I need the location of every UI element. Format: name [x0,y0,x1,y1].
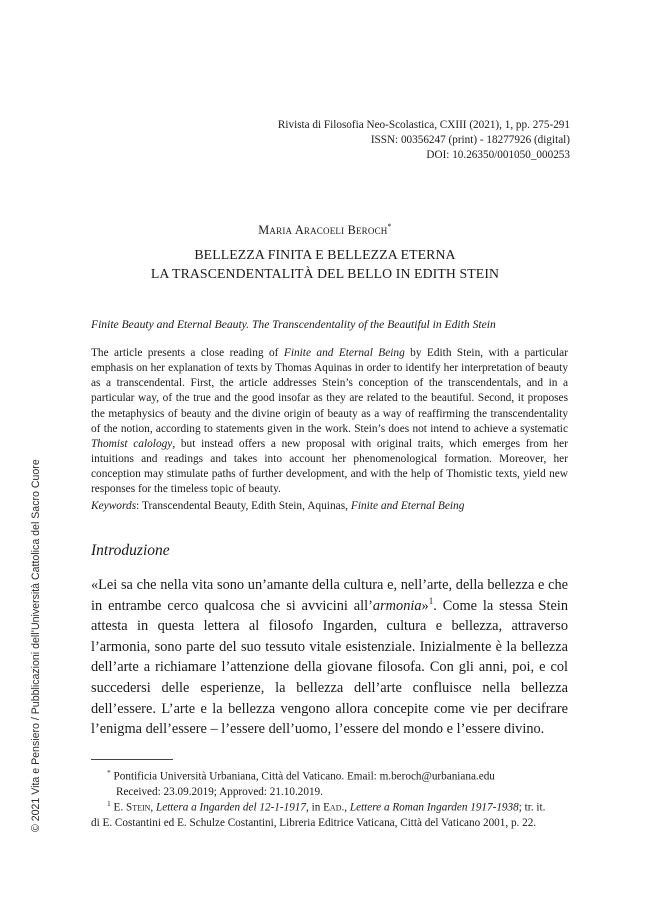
footnote-1-text-d: , [344,801,350,814]
article-title-line1: BELLEZZA FINITA E BELLEZZA ETERNA [194,247,456,262]
author-name-text: Maria Aracoeli Beroch [258,223,388,238]
english-title: Finite Beauty and Eternal Beauty. The Transcendentality of the Beautiful in Edith Stein [91,318,496,331]
footnote-affiliation-marker: * [107,768,111,777]
footnote-1-text-c: , in [306,801,324,814]
abstract [91,346,568,498]
footnote-1-text-a: E. [113,801,126,814]
keywords-label: Keywords [91,500,137,512]
keywords-list: : Transcendental Beauty, Edith Stein, Aquinas, [136,500,351,512]
body-text-1: «Lei sa che nella vita sono un’amante della cultura e, nell’arte, della bellezza e che in entrambe cerco qualcosa che si avvicini all’ [91,577,568,614]
footnote-1-marker: 1 [107,799,111,808]
author-footnote-marker: * [387,222,392,231]
journal-line-issn: ISSN: 00356247 (print) - 18277926 (digital) [370,134,570,147]
footnote-affiliation-text: Pontificia Università Urbaniana, Città del Vaticano. Email: m.beroch@urbaniana.edu [113,770,495,783]
abstract-italic-2: Thomist calology [91,437,173,450]
author-name [0,222,650,238]
journal-citation [150,118,570,164]
copyright-sidebar: © 2021 Vita e Pensiero / Pubblicazioni dell’Università Cattolica del Sacro Cuore [30,459,42,832]
footnote-1 [91,796,568,831]
body-text-2: » [421,597,429,614]
body-text-3: . Come la stessa Stein attesta in questa lettera al filosofo Ingarden, cultura e bellezza, attraverso l’armonia, sono parte del suo tessuto vitale esistenziale. Inizialmente è la bellezza dell’arte a richiamare l’attenzione della giovane filosofa. Con gli anni, poi, e col succedersi delle esperienze, la bellezza dell’arte confluisce nella bellezza dell’essere. L’arte e la bellezza vengono allora concepite come vie per decifrare l’enigma dell’essere – l’essere dell’uomo, l’essere del mondo e l’essere divino. [91,597,569,738]
footnote-affiliation-line1 [91,765,568,785]
footnote-1-author: Stein [125,801,151,814]
section-heading: Introduzione [91,542,170,559]
footnote-1-ead: Ead. [323,801,345,814]
keywords [91,500,568,512]
journal-line-doi: DOI: 10.26350/001050_000253 [426,149,570,162]
footnote-affiliation-line2: Received: 23.09.2019; Approved: 21.10.2019. [116,785,323,798]
footnote-divider [91,759,173,760]
footnote-1-line1 [91,796,568,816]
abstract-text-3: , but instead offers a new proposal with original traits, which emerges from her intuitions and readings and takes into account her phenomenological formation. Moreover, her conception may stimulate paths of further development, and with the help of Thomistic texts, yield new responses for the timeless topic of beauty. [91,437,568,496]
article-title [0,245,650,283]
footnote-1-work-1: Lettera a Ingarden del 12-1-1917 [156,801,306,814]
keywords-italic: Finite and Eternal Being [350,500,465,512]
body-italic: armonia [372,597,422,614]
footnote-reference: 1 [428,595,434,606]
abstract-italic-1: Finite and Eternal Being [283,347,405,359]
footnote-1-work-2: Lettere a Roman Ingarden 1917-1938 [349,801,519,814]
footnote-1-text-b: , [150,801,157,814]
journal-line-volume: Rivista di Filosofia Neo-Scolastica, CXIII (2021), 1, pp. 275-291 [277,119,570,131]
footnote-affiliation [91,765,568,800]
footnote-1-line2: di E. Costantini ed E. Schulze Costantini, Libreria Editrice Vaticana, Città del Vaticano 2001, p. 22. [91,816,537,829]
body-paragraph [91,575,568,740]
abstract-text-1: The article presents a close reading of [91,347,284,359]
footnote-1-text-e: ; tr. it. [518,801,546,814]
article-title-line2: LA TRASCENDENTALITÀ DEL BELLO IN EDITH STEIN [150,266,500,281]
abstract-text-2: by Edith Stein, with a particular emphasis on her explanation of texts by Thomas Aquinas in order to identify her interpretation of beauty as a transcendental. First, the article addresses Stein’s conception of the transcendentals, and in a particular way, of the true and the good insofar as they are related to the beautiful. Second, it proposes the metaphysics of beauty and the divine origin of beauty as a way of reaffirming the transcendentality of the notion, according to statements given in the work. Stein’s does not intend to achieve a systematic [91,347,568,435]
